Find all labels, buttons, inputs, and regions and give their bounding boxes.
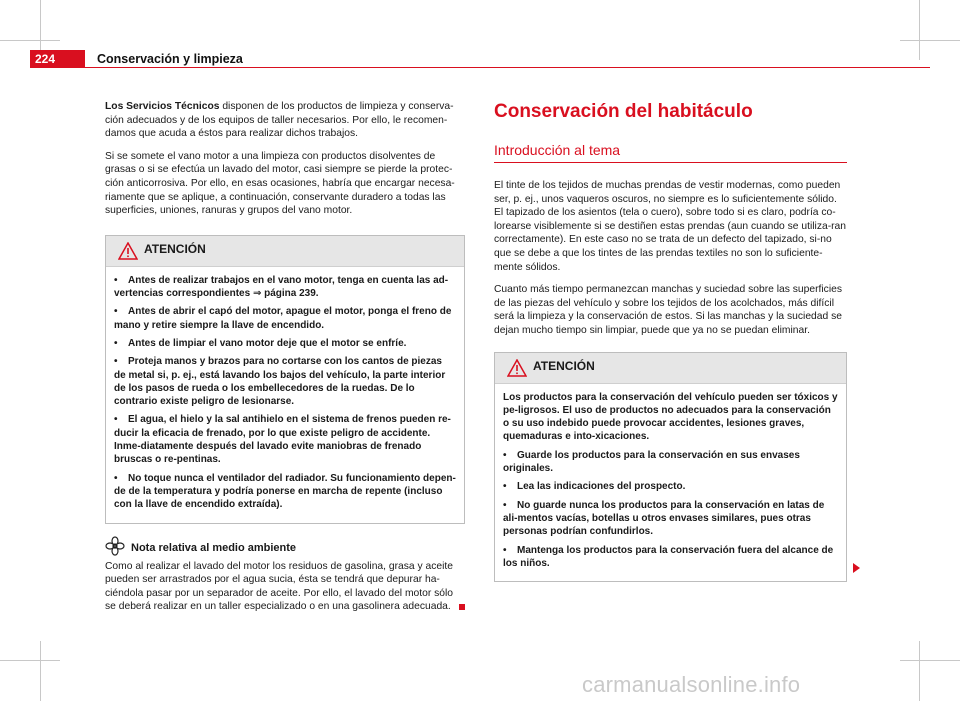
- warning-item: • Proteja manos y brazos para no cortarse con los cantos de piezas de metal si, p. ej., está lavando los bajos del vehículo, la parte interior de los pasos de rueda o los embellecedores de la ruedas. De lo contrario existe peligro de lesionarse.: [114, 356, 446, 408]
- warning-item: • Antes de limpiar el vano motor deje que el motor se enfríe.: [114, 337, 407, 349]
- warning-triangle-icon: [507, 359, 527, 377]
- warning-item: • Guarde los productos para la conservación en sus envases originales.: [503, 449, 800, 475]
- warning-item: • No guarde nunca los productos para la conservación en latas de ali-mentos vacías, botellas u otros envases similares, pues otras personas podrían confundirlos.: [503, 499, 825, 538]
- crop-mark: [900, 40, 960, 41]
- warning-body: [495, 384, 846, 582]
- warning-item: • Antes de realizar trabajos en el vano motor, tenga en cuenta las ad-vertencias correspondientes ⇒ página 239.: [114, 274, 449, 300]
- warning-item: • Antes de abrir el capó del motor, apague el motor, ponga el freno de mano y retire siempre la llave de encendido.: [114, 306, 452, 331]
- warning-title: ATENCIÓN: [533, 358, 595, 373]
- engine-cleaning-paragraph: Si se somete el vano motor a una limpieza con productos disolventes de grasas o si se efectúa un lavado del motor, casi siempre se pierde la protec-ción anticorrosiva. Por ello, en esas ocasiones, habría que encargar necesa-riamente que se aplique, a continuación, conservante duradero a todas las superficies, uniones, ranuras y grupos del vano motor.: [105, 150, 455, 217]
- warning-triangle-icon: [118, 242, 138, 260]
- intro-bold: Los Servicios Técnicos: [105, 101, 220, 112]
- warning-item: • Lea las indicaciones del prospecto.: [503, 481, 686, 493]
- warning-box-products: [494, 352, 847, 583]
- crop-mark: [919, 641, 920, 701]
- right-column: [494, 100, 847, 582]
- crop-mark: [900, 660, 960, 661]
- section-end-marker: [459, 604, 465, 610]
- chapter-title: Conservación y limpieza: [97, 52, 243, 66]
- stains-paragraph: Cuanto más tiempo permanezcan manchas y suciedad sobre las superficies de las piezas del vehículo y sobre los tejidos de los acolchados, más difícil será la limpieza y la conservación de estos. Si las manchas y la suciedad se dejan mucho tiempo sin limpiar, puede que ya no se puedan eliminar.: [494, 284, 842, 336]
- crop-mark: [40, 641, 41, 701]
- crop-mark: [919, 0, 920, 60]
- warning-body: [106, 267, 464, 523]
- crop-mark: [0, 660, 60, 661]
- warning-item: • El agua, el hielo y la sal antihielo en el sistema de frenos pueden re-ducir la eficacia de frenado, por lo que existe peligro de accidente. Inme-diatamente después del lavado evite maniobras de frenado bruscas o re-pentinas.: [114, 414, 451, 466]
- crop-mark: [0, 40, 60, 41]
- watermark: carmanualsonline.info: [582, 672, 801, 697]
- subsection-heading: Introducción al tema: [494, 141, 847, 163]
- environment-note: [105, 538, 465, 614]
- warning-title: ATENCIÓN: [144, 241, 206, 256]
- page-number: 224: [30, 50, 85, 68]
- warning-item: • No toque nunca el ventilador del radiador. Su funcionamiento depen-de de la temperatura y podría ponerse en marcha de repente (incluso con la llave de encendido extraída).: [114, 472, 456, 511]
- warning-box-engine: [105, 235, 465, 524]
- intro-paragraph: [105, 100, 465, 141]
- warning-header: [495, 353, 846, 384]
- warning-header: [106, 236, 464, 267]
- flower-icon: [105, 536, 125, 556]
- environment-header: [105, 538, 465, 558]
- warning-item: • Mantenga los productos para la conservación fuera del alcance de los niños.: [503, 544, 834, 569]
- environment-text: Como al realizar el lavado del motor los residuos de gasolina, grasa y aceite pueden ser arrastrados por el agua sucia, ésta se tendrá que depurar ha-ciéndola pasar por un separador de aceite. Por ello, el lavado del motor sólo se deberá realizar en un taller especializado o en una gasolinera adecuada.: [105, 560, 465, 614]
- continue-arrow-icon: [853, 563, 860, 573]
- left-column: [105, 100, 465, 614]
- environment-title: Nota relativa al medio ambiente: [131, 541, 297, 554]
- intro-text: disponen de los productos de limpieza y conserva-ción adecuados y de los equipos de taller necesarios. Por ello, le recomen-damos que acuda a éstos para realizar dichos trabajos.: [105, 101, 454, 140]
- header-rule: [85, 67, 930, 68]
- warning-intro: Los productos para la conservación del vehículo pueden ser tóxicos y pe-ligrosos. El uso de productos no adecuados para la conservación o su uso indebido puede provocar accidentes, lesiones graves, quemaduras e into-xicaciones.: [503, 391, 838, 443]
- dye-paragraph: El tinte de los tejidos de muchas prendas de vestir modernas, como pueden ser, p. ej., unos vaqueros oscuros, no siempre es lo suficientemente sólido. El tapizado de los asientos (tela o cuero), sobre todo si es claro, podría co-lorearse visiblemente si se destiñen estas prendas (aun cuando se utiliza-ran correctamente). En este caso no se trata de un defecto del tapizado, si-no que se debe a que los tintes de las prendas textiles no son lo suficiente-mente sólidos.: [494, 180, 847, 273]
- section-heading: Conservación del habitáculo: [494, 101, 753, 122]
